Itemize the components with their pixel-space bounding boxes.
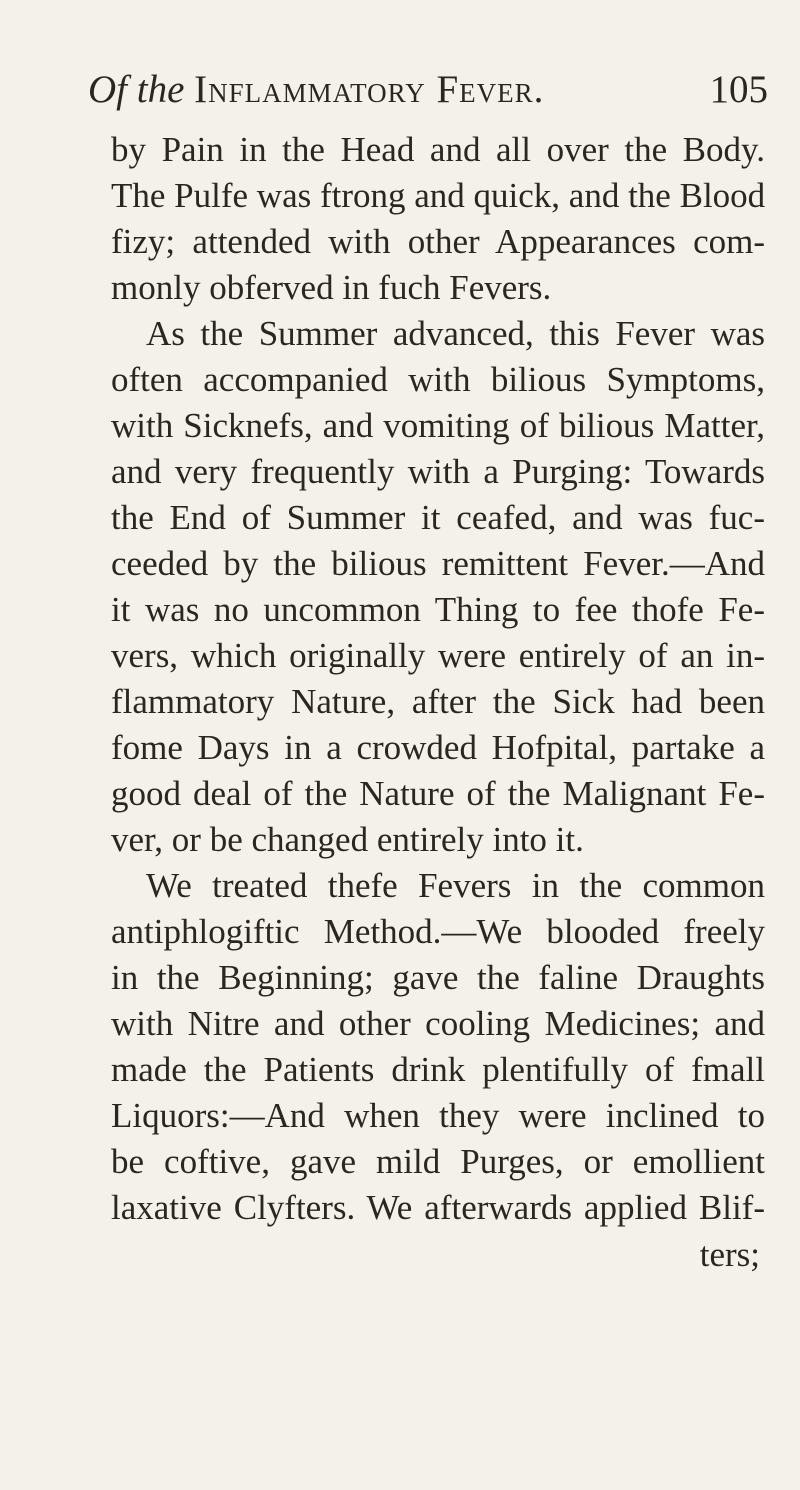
text-line: flammatory Nature, after the Sick had been [111,682,765,721]
paragraph-first-line: We treated thefe Fevers in the common [146,866,765,905]
catchword: ters; [699,1235,760,1274]
text-line: The Pulfe was ftrong and quick, and the Blood [111,176,766,215]
text-line: good deal of the Nature of the Malignant Fe- [111,774,765,813]
text-line: be coftive, gave mild Purges, or emollient [111,1142,765,1181]
text-line: laxative Clyfters. We afterwards applied Blif- [111,1188,765,1227]
text-line: made the Patients drink plentifully of fmall [111,1050,765,1089]
running-head-of: Of [88,68,127,111]
text-line: and very frequently with a Purging: Towards [111,452,765,491]
text-line: the End of Summer it ceafed, and was fuc- [111,498,765,537]
paragraph-first-line: As the Summer advanced, this Fever was [146,314,765,353]
running-head [88,60,768,120]
running-head-title: Inflammatory Fever. [194,68,545,111]
text-line: with Sicknefs, and vomiting of bilious Matter, [111,406,765,445]
text-line: it was no uncommon Thing to fee thofe Fe- [111,590,765,629]
text-line: fizy; attended with other Appearances com- [111,222,765,261]
page-number: 105 [709,68,768,111]
text-line: Liquors:—And when they were inclined to [111,1096,765,1135]
text-line: in the Beginning; gave the faline Draughts [111,958,765,997]
text-line: often accompanied with bilious Symptoms, [111,360,765,399]
text-line: monly obferved in fuch Fevers. [111,268,552,307]
text-line: vers, which originally were entirely of an in- [111,636,765,675]
text-line: ver, or be changed entirely into it. [111,820,584,859]
text-line: ceeded by the bilious remittent Fever.—And [111,544,765,583]
text-line: antiphlogiftic Method.—We blooded freely [111,912,765,951]
text-line: by Pain in the Head and all over the Body. [111,130,765,169]
text-line: with Nitre and other cooling Medicines; and [111,1004,765,1043]
running-head-the: the [136,68,185,111]
text-line: fome Days in a crowded Hofpital, partake a [111,728,765,767]
